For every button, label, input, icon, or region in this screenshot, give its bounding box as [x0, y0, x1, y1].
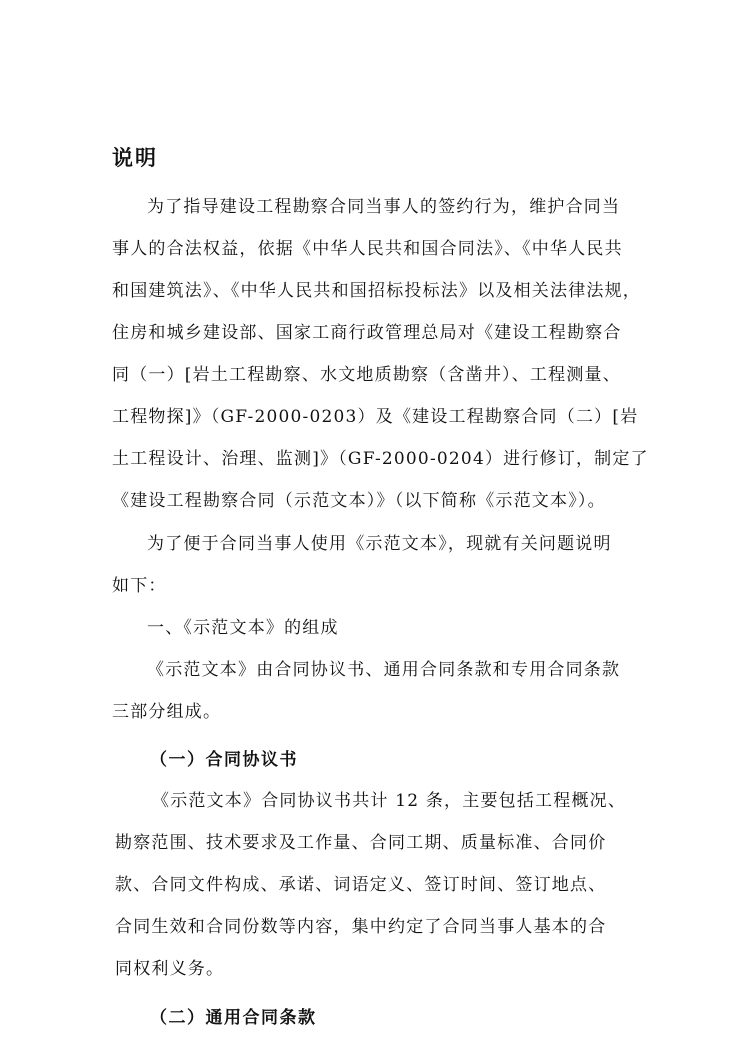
paragraph-line: 工程物探]》（GF-2000-0203）及《建设工程勘察合同（二）[岩: [112, 407, 639, 427]
paragraph-line: 款、合同文件构成、承诺、词语定义、签订时间、签订地点、: [115, 875, 607, 895]
paragraph-line: 合同生效和合同份数等内容，集中约定了合同当事人基本的合: [115, 917, 607, 937]
subheading-general-terms: （二）通用合同条款: [150, 1008, 317, 1028]
paragraph-line: 三部分组成。: [112, 702, 222, 722]
paragraph-line: 为了便于合同当事人使用《示范文本》，现就有关问题说明: [147, 534, 612, 554]
paragraph-line: 住房和城乡建设部、国家工商行政管理总局对《建设工程勘察合: [112, 323, 622, 343]
paragraph-line: 事人的合法权益，依据《中华人民共和国合同法》、《中华人民共: [112, 239, 623, 259]
paragraph-line: 如下：: [112, 576, 167, 596]
paragraph-line: 同（一）[岩土工程勘察、水文地质勘察（含凿井）、工程测量、: [112, 365, 621, 385]
paragraph-line: 和国建筑法》、《中华人民共和国招标投标法》以及相关法律法规，: [112, 281, 641, 301]
paragraph-line: 《建设工程勘察合同（示范文本）》（以下简称《示范文本》）。: [112, 491, 606, 511]
paragraph-line: 《示范文本》由合同协议书、通用合同条款和专用合同条款: [147, 660, 621, 680]
paragraph-line: 土工程设计、治理、监测]》（GF-2000-0204）进行修订，制定了: [112, 449, 649, 469]
section-heading: 一、《示范文本》的组成: [147, 618, 339, 638]
paragraph-line: 为了指导建设工程勘察合同当事人的签约行为，维护合同当: [147, 197, 621, 217]
paragraph-line: 同权利义务。: [115, 959, 225, 979]
paragraph-line: 《示范文本》合同协议书共计 12 条，主要包括工程概况、: [152, 791, 627, 811]
subheading-agreement: （一）合同协议书: [150, 750, 298, 770]
paragraph-line: 勘察范围、技术要求及工作量、合同工期、质量标准、合同价: [115, 833, 607, 853]
page-title: 说明: [112, 146, 158, 170]
